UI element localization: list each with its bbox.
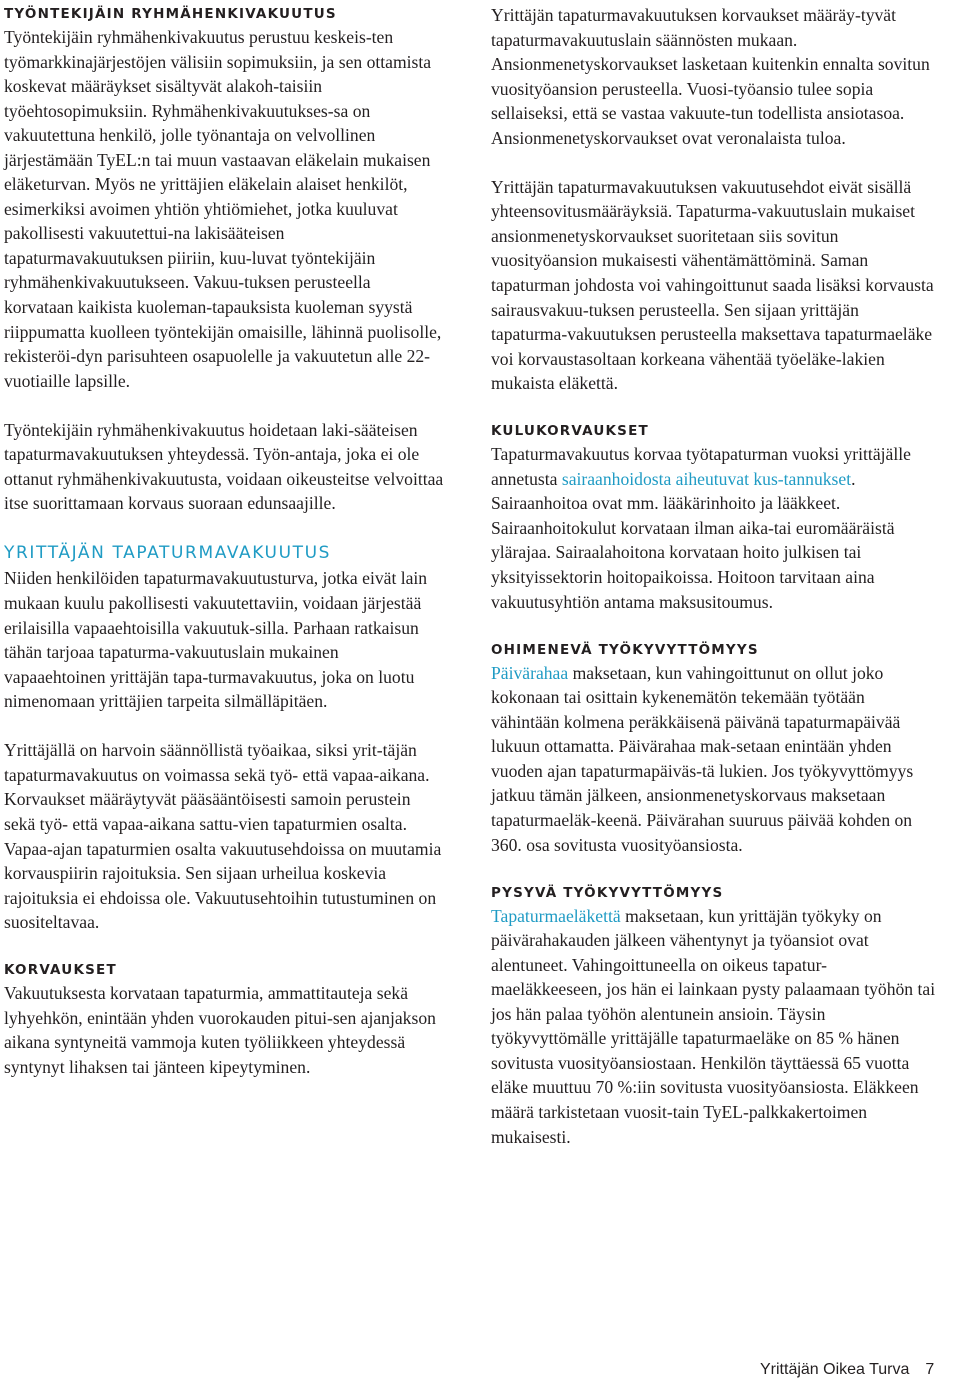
heading-ryhmahenkivakuutus: TYÖNTEKIJÄIN RYHMÄHENKIVAKUUTUS [4, 6, 337, 22]
paragraph: Yrittäjän tapaturmavakuutuksen vakuutusehdot eivät sisällä yhteensovitusmääräyksiä. Tapaturma-vakuutuslain mukaiset ansionmenetyskorvaukset suoritetaan siis sovitun vuosityöansion mukaisesti vähentämättöminä. Saman tapaturman johdosta voi vahingoittunut saada lisäksi korvausta sairausvakuu-tuksen perusteella. Sen sijaan yrittäjän tapaturma-vakuutuksen perusteella maksettava tapaturmaeläke voi korvaustasoltaan korkeana vähentää työeläke-lakien mukaista eläkettä. [491, 176, 934, 394]
text-run: . Sairaanhoitoa ovat mm. lääkärinhoito ja lääkkeet. Sairaanhoitokulut korvataan ilman aika-tai euromääräistä ylärajaa. Sairaalahoitona korvataan hoito julkisen tai yksityissektorin hoitopaikoissa. Hoitoon tarvitaan aina vakuutusyhtiön antama maksusitoumus. [491, 468, 895, 612]
paragraph: Yrittäjällä on harvoin säännöllistä työaikaa, siksi yrit-täjän tapaturmavakuutus on voimassa sekä työ- että vapaa-aikana. Korvaukset määräytyvät pääsääntöisesti samoin perustein sekä työ- että vapaa-aikana sattu-vien tapaturmien osalta. Vapaa-ajan tapaturmien osalta vakuutusehdoissa on muutamia korvauspiirin rajoituksia. Sen sijaan urheilua koskevia rajoituksia ei ehdoissa ole. Vakuutusehtoihin tutustuminen on suositeltavaa. [4, 740, 442, 933]
publication-title: Yrittäjän Oikea Turva [760, 1361, 910, 1378]
text-run: Tapaturmavakuutus korvaa työtapaturman vuoksi yrittäjälle annetusta [491, 444, 911, 489]
paivaraha-link[interactable]: Päivärahaa [491, 662, 569, 683]
paragraph: Työntekijäin ryhmähenkivakuutus hoidetaan laki-sääteisen tapaturmavakuutuksen yhteydessä. Työn-antaja, joka ei ole ottanut ryhmähenkivakuutusta, voidaan oikeusteitse velvoittaa itse suorittamaan korvaus suoraan edunsaajille. [4, 419, 444, 514]
right-column [491, 3, 936, 1174]
heading-pysyva: PYSYVÄ TYÖKYVYTTÖMYYS [491, 884, 724, 901]
section-intro [491, 3, 936, 396]
paragraph: Vakuutuksesta korvataan tapaturmia, ammattitauteja sekä lyhyehkön, enintään yhden vuorokauden pitui-sen ajanjakson aikana syntyneitä vammoja kuten työliikkeen yhteydessä syntynyt lihaksen tai jänteen kipeytyminen. [4, 983, 436, 1077]
section-ryhmahenkivakuutus [4, 3, 444, 516]
page-footer [760, 1360, 960, 1380]
section-pysyva [491, 882, 936, 1149]
text-run: maksetaan, kun vahingoittunut on ollut joko kokonaan tai osittain kykenemätön tekemään työtään vähintään kolmena peräkkäisenä päivänä tapaturmapäivää lukuun ottamatta. Päivärahaa mak-setaan enintään yhden vuoden ajan tapaturmapäiväs-tä lukien. Jos työkyvyttömyys jatkuu tämän jälkeen, ansionmenetyskorvaus maksetaan tapaturmaeläk-keenä. Päivärahan suuruus päivää kohden on 360. osa sovitusta vuosityöansiosta. [491, 662, 914, 855]
heading-kulukorvaukset: KULUKORVAUKSET [491, 423, 649, 440]
heading-korvaukset: KORVAUKSET [4, 962, 117, 979]
tapaturmaelake-link[interactable]: Tapaturmaeläkettä [491, 905, 621, 926]
section-yrittajan-tapaturmavakuutus [4, 540, 444, 934]
paragraph: Työntekijäin ryhmähenkivakuutus perustuu keskeis-ten työmarkkinajärjestöjen välisiin sopimuksiin, ja sen ottamista koskevat määräykset sisältyvät alakoh-taisiin työehtosopimuksiin. Ryhmähenkivakuutukses-sa on vakuutettuna henkilö, jolle työnantaja on velvollinen järjestämään TyEL:n tai muun vastaavan eläkelain mukaisen eläketurvan. Myös ne yrittäjien eläkelain alaiset henkilöt, esimerkiksi avoimen yhtiön yhtiömiehet, jotka kuuluvat pakollisesti vakuutettui-na lakisääteisen tapaturmavakuutuksen piiriin, kuu-luvat työntekijäin ryhmähenkivakuutukseen. Vakuu-tuksen perusteella korvataan kaikista kuoleman-tapauksista kuoleman syystä riippumatta kuolleen työntekijän omaisille, lähinnä puolisolle, rekisteröi-dyn parisuhteen osapuolelle ja vakuutetun alle 22-vuotiaille lapsille. [4, 27, 442, 391]
heading-ohimeneva: OHIMENEVÄ TYÖKYVYTTÖMYYS [491, 641, 759, 658]
paragraph [491, 904, 936, 1149]
sairaanhoito-link[interactable]: sairaanhoidosta aiheutuvat kus-tannukset [561, 468, 852, 489]
text-run: maksetaan, kun yrittäjän työkyky on päivärahakauden jälkeen vähentynyt ja työansiot ovat alentuneet. Vahingoittuneella on oikeus tapatur-maeläkkeeseen, jos hän ei lainkaan pysty palaamaan työhön tai jos hän palaa työhön alentunein ansioin. Täysin työkyvyttömälle yrittäjälle tapaturmaeläke on 85 % hänen sovitusta vuosityöansiostaan. Henkilön täyttäessä 65 vuotta eläke muuttuu 70 %:iin sovitusta vuosityöansiosta. Eläkkeen määrä tarkistetaan vuosit-tain TyEL-palkkakertoimen mukaisesti. [491, 905, 936, 1147]
paragraph: Niiden henkilöiden tapaturmavakuutusturva, jotka eivät lain mukaan kuulu pakollisesti vakuutettaviin, voidaan järjestää erilaisilla vapaaehtoisilla vakuutuk-silla. Parhaan ratkaisun tähän tarjoaa tapaturma-vakuutuslain mukainen vapaaehtoinen yrittäjän tapa-turmavakuutus, joka on luotu nimenomaan yrittäjien tarpeita silmälläpitäen. [4, 568, 428, 712]
section-korvaukset [4, 959, 444, 1079]
heading-yrittajan-tapaturmavakuutus: YRITTÄJÄN TAPATURMAVAKUUTUS [4, 543, 332, 564]
left-column [4, 3, 444, 1104]
paragraph: Yrittäjän tapaturmavakuutuksen korvaukset määräy-tyvät tapaturmavakuutuslain säännösten mukaan. Ansionmenetyskorvaukset lasketaan kuitenkin ennalta sovitun vuosityöansion perusteella. Vuosi-työansio tulee sopia sellaiseksi, että se vastaa vakuute-tun todellista ansiotasoa. Ansionmenetyskorvaukset ovat veronalaista tuloa. [491, 5, 930, 148]
page-number: 7 [925, 1361, 935, 1378]
paragraph [491, 661, 936, 857]
paragraph [491, 442, 936, 614]
section-kulukorvaukset [491, 420, 936, 614]
section-ohimeneva [491, 639, 936, 857]
